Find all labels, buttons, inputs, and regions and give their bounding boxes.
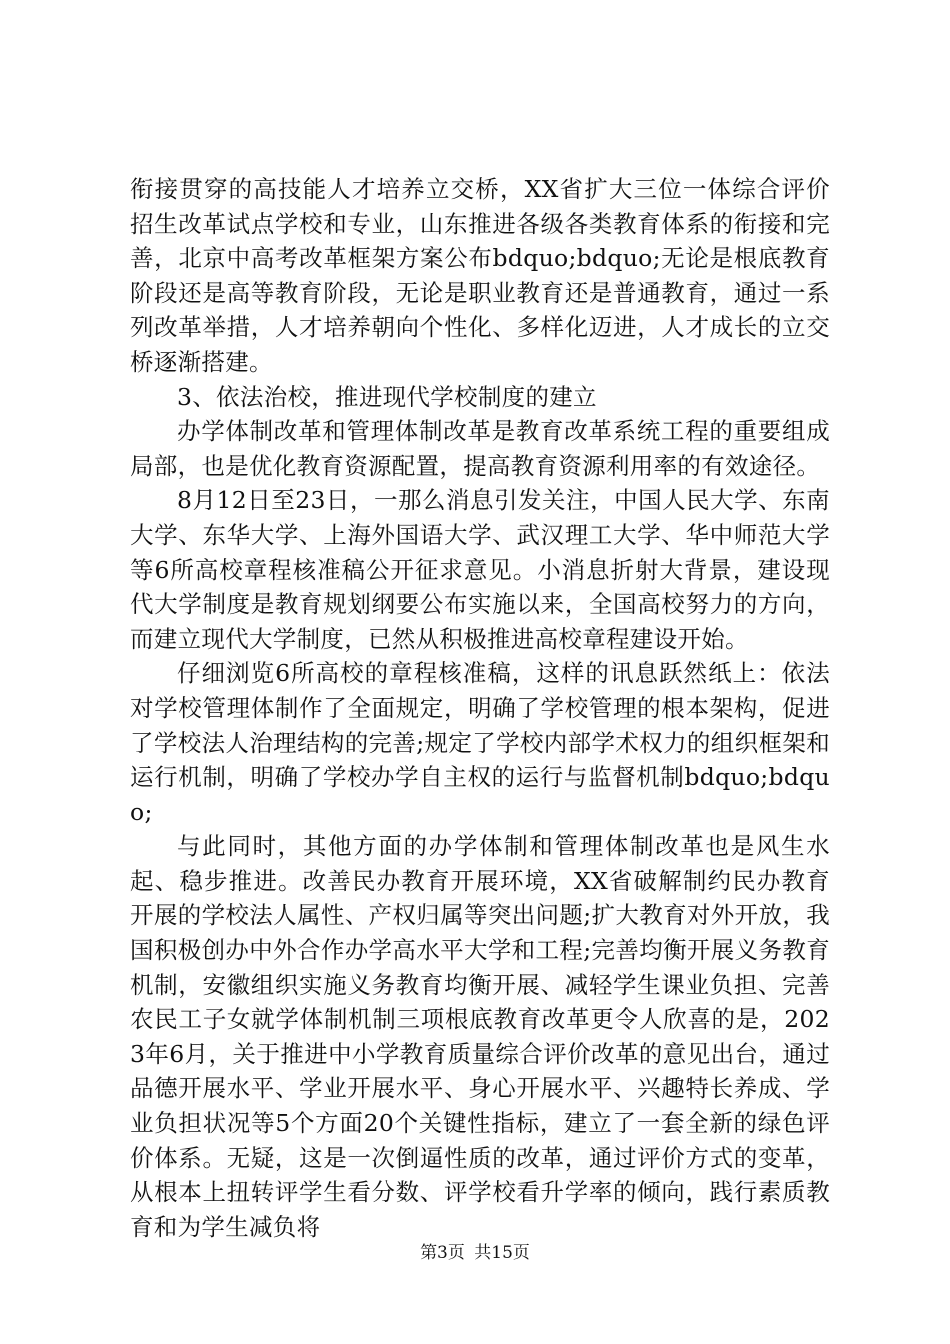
- paragraph-continued: 衔接贯穿的高技能人才培养立交桥，XX省扩大三位一体综合评价招生改革试点学校和专业，山东推进各级各类教育体系的衔接和完善，北京中高考改革框架方案公布bdquo;bdquo;无论是根底教育阶段还是高等教育阶段，无论是职业教育还是普通教育，通过一系列改革举措，人才培养朝向个性化、多样化迈进，人才成长的立交桥逐渐搭建。: [130, 175, 830, 376]
- paragraph: 办学体制改革和管理体制改革是教育改革系统工程的重要组成局部，也是优化教育资源配置，提高教育资源利用率的有效途径。: [130, 417, 830, 480]
- paragraph: 8月12日至23日，一那么消息引发关注，中国人民大学、东南大学、东华大学、上海外国语大学、武汉理工大学、华中师范大学等6所高校章程核准稿公开征求意见。小消息折射大背景，建设现代大学制度是教育规划纲要公布实施以来，全国高校努力的方向，而建立现代大学制度，已然从积极推进高校章程建设开始。: [130, 486, 830, 653]
- section-heading: 3、依法治校，推进现代学校制度的建立: [177, 382, 597, 411]
- page-footer: [0, 1243, 950, 1263]
- paragraph: 仔细浏览6所高校的章程核准稿，这样的讯息跃然纸上：依法对学校管理体制作了全面规定，明确了学校管理的根本架构，促进了学校法人治理结构的完善;规定了学校内部学术权力的组织框架和运行机制，明确了学校办学自主权的运行与监督机制bdquo;bdquo;: [130, 659, 830, 826]
- page-number: 第3页: [420, 1243, 465, 1263]
- paragraph: 与此同时，其他方面的办学体制和管理体制改革也是风生水起、稳步推进。改善民办教育开展环境，XX省破解制约民办教育开展的学校法人属性、产权归属等突出问题;扩大教育对外开放，我国积极创办中外合作办学高水平大学和工程;完善均衡开展义务教育机制，安徽组织实施义务教育均衡开展、减轻学生课业负担、完善农民工子女就学体制机制三项根底教育改革更令人欣喜的是，2023年6月，关于推进中小学教育质量综合评价改革的意见出台，通过品德开展水平、学业开展水平、身心开展水平、兴趣特长养成、学业负担状况等5个方面20个关键性指标，建立了一套全新的绿色评价体系。无疑，这是一次倒逼性质的改革，通过评价方式的变革，从根本上扭转评学生看分数、评学校看升学率的倾向，践行素质教育和为学生减负将: [130, 832, 830, 1241]
- document-body: [130, 172, 830, 1244]
- page-total: 共15页: [474, 1243, 530, 1263]
